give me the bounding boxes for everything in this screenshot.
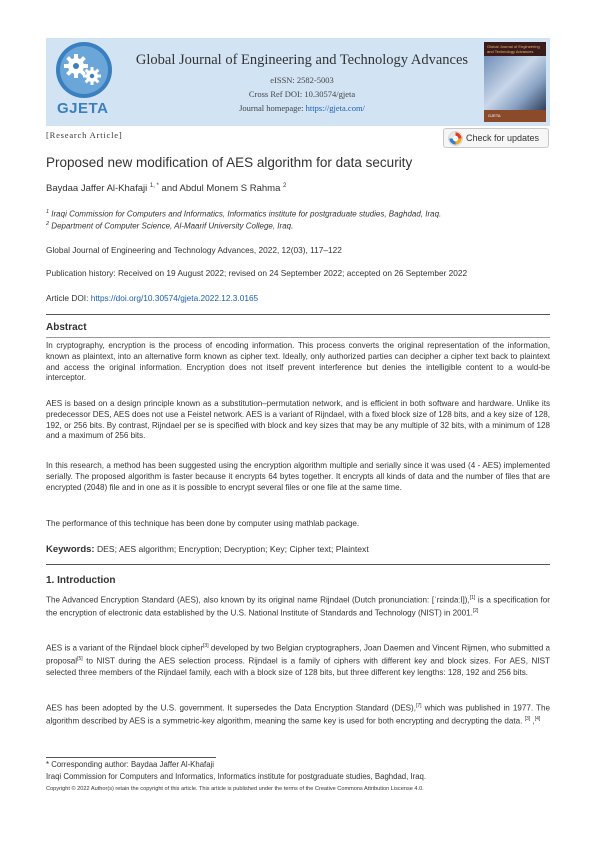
affiliation-2: $^2$ Department of Computer Science, Al-Maarif University College, Iraq. xyxy=(46,221,294,231)
author-2-marker: 2 xyxy=(283,183,287,189)
homepage-prefix: Journal homepage: xyxy=(239,103,306,113)
citation-ref[interactable]: [1] xyxy=(469,595,476,601)
divider xyxy=(46,337,550,338)
author-line: Baydaa Jaffer Al-Khafaji $^{1, *}$ and Abdul Monem S Rahma $^2$ xyxy=(46,183,287,195)
keywords-text: DES; AES algorithm; Encryption; Decryption; Key; Cipher text; Plaintext xyxy=(96,544,369,554)
journal-cover-image xyxy=(484,42,546,122)
intro-paragraph-1: The Advanced Encryption Standard (AES), also known by its original name Rijndael (Dutch pronunciation: [ˈrɛindaːl]),[1] is a specification for the encryption of electronic data established by the U.S. National Institute of Standards and Technology (NIST) in 2001.[2] xyxy=(46,595,550,619)
citation-ref[interactable]: [3] xyxy=(524,716,531,723)
abstract-paragraph-1: In cryptography, encryption is the process of encoding information. This process converts the original representation of the information, known as plaintext, into an alternative form known as cipher text. Ideally, only authorized parties can decipher a cipher text back to plaintext and access the original information. Encryption does not itself prevent interference but denies the intelligible content to a would-be interceptor. xyxy=(46,341,550,383)
abstract-paragraph-3: In this research, a method has been suggested using the encryption algorithm multiple and serially since it was used (4 - AES) implemented serially. The proposed algorithm is faster because it encrypts 64 bytes together. It encrypts all kinds of data and the number of files that are encrypted (2048) file and in one as it is possible to encrypt several files or one file at the same time. xyxy=(46,461,550,492)
introduction-heading: 1. Introduction xyxy=(46,575,116,586)
divider xyxy=(46,564,550,565)
copyright-notice: Copyright © 2022 Author(s) retain the copyright of this article. This article is published under the terms of the Creative Commons Attribution Liscense 4.0. xyxy=(46,786,424,792)
check-updates-icon xyxy=(448,131,463,146)
author-1-marker: 1, * xyxy=(149,183,159,189)
journal-crossref: Cross Ref DOI: 10.30574/gjeta xyxy=(248,89,356,99)
divider xyxy=(46,314,550,315)
citation-ref[interactable]: [7] xyxy=(415,703,422,709)
cover-bottom-text: GJETA xyxy=(488,113,501,118)
abstract-paragraph-4: The performance of this technique has been done by computer using mathlab package. xyxy=(46,519,360,528)
citation-ref[interactable]: [3] xyxy=(203,643,209,649)
author-2: Abdul Monem S Rahma xyxy=(179,183,281,195)
intro-paragraph-3: AES has been adopted by the U.S. government. It supersedes the Data Encryption Standard (DES),[7] which was published in 1977. The algorithm described by AES is a symmetric-key algorithm, meaning the same key is used for both encrypting and decrypting the data. [3] ,[4] xyxy=(46,703,550,727)
author-1: Baydaa Jaffer Al-Khafaji xyxy=(46,183,148,195)
journal-logo xyxy=(48,40,120,122)
article-title: Proposed new modification of AES algorithm for data security xyxy=(46,155,413,170)
corresponding-affiliation: Iraqi Commission for Computers and Informatics, Informatics institute for postgraduate studies, Baghdad, Iraq. xyxy=(46,772,427,781)
citation: Global Journal of Engineering and Technology Advances, 2022, 12(03), 117–122 xyxy=(46,245,342,255)
keywords-label: Keywords: xyxy=(46,544,95,555)
corresponding-author: * Corresponding author: Baydaa Jaffer Al-Khafaji xyxy=(46,760,215,769)
affiliation-1: $^1$ Iraqi Commission for Computers and Informatics, Informatics institute for postgraduate studies, Baghdad, Iraq. xyxy=(46,209,442,219)
journal-title: Global Journal of Engineering and Technology Advances xyxy=(135,52,469,68)
journal-eissn: eISSN: 2582-5003 xyxy=(270,75,334,85)
abstract-heading: Abstract xyxy=(46,322,87,333)
abstract-paragraph-2: AES is based on a design principle known as a substitution–permutation network, and is efficient in both software and hardware. Unlike its predecessor DES, AES does not use a Feistel network. AES is a variant of Rijndael, with a fixed block size of 128 bits, and a key size of 128, 192, or 256 bits. By contrast, Rijndael per se is specified with block and key sizes that may be any multiple of 32 bits, with a minimum of 128 and a maximum of 256 bits. xyxy=(46,399,550,441)
check-for-updates-button[interactable] xyxy=(443,128,549,148)
footnote-divider xyxy=(46,757,216,758)
homepage-link[interactable]: https://gjeta.com/ xyxy=(305,103,365,113)
logo-text: GJETA xyxy=(57,100,109,117)
intro-paragraph-2: AES is a variant of the Rijndael block cipher[3] developed by two Belgian cryptographers, Joan Daemen and Vincent Rijmen, who submitted a proposal[5] to NIST during the AES selection process. Rijndael is a family of ciphers with different key and block sizes. For AES, NIST selected three members of the Rijndael family, each with a block size of 128 bits, but three different key lengths: 128, 192 and 256 bits. xyxy=(46,643,550,677)
citation-ref[interactable]: [5] xyxy=(77,656,83,663)
journal-homepage xyxy=(126,103,478,113)
check-updates-label: Check for updates xyxy=(466,133,540,143)
cover-top-text: Global Journal of Engineering and Technology Advances xyxy=(487,44,540,54)
article-type: [Research Article] xyxy=(46,130,123,140)
publication-history: Publication history: Received on 19 August 2022; revised on 24 September 2022; accepted on 26 September 2022 xyxy=(46,268,468,278)
article-doi: Article DOI: https://doi.org/10.30574/gjeta.2022.12.3.0165 xyxy=(46,293,259,303)
gears-icon xyxy=(48,40,120,102)
doi-link[interactable]: https://doi.org/10.30574/gjeta.2022.12.3.0165 xyxy=(90,293,259,303)
cover-artwork xyxy=(484,56,546,110)
citation-ref[interactable]: [2] xyxy=(472,608,479,615)
citation-ref[interactable]: [4] xyxy=(534,716,541,723)
keywords xyxy=(46,544,369,555)
